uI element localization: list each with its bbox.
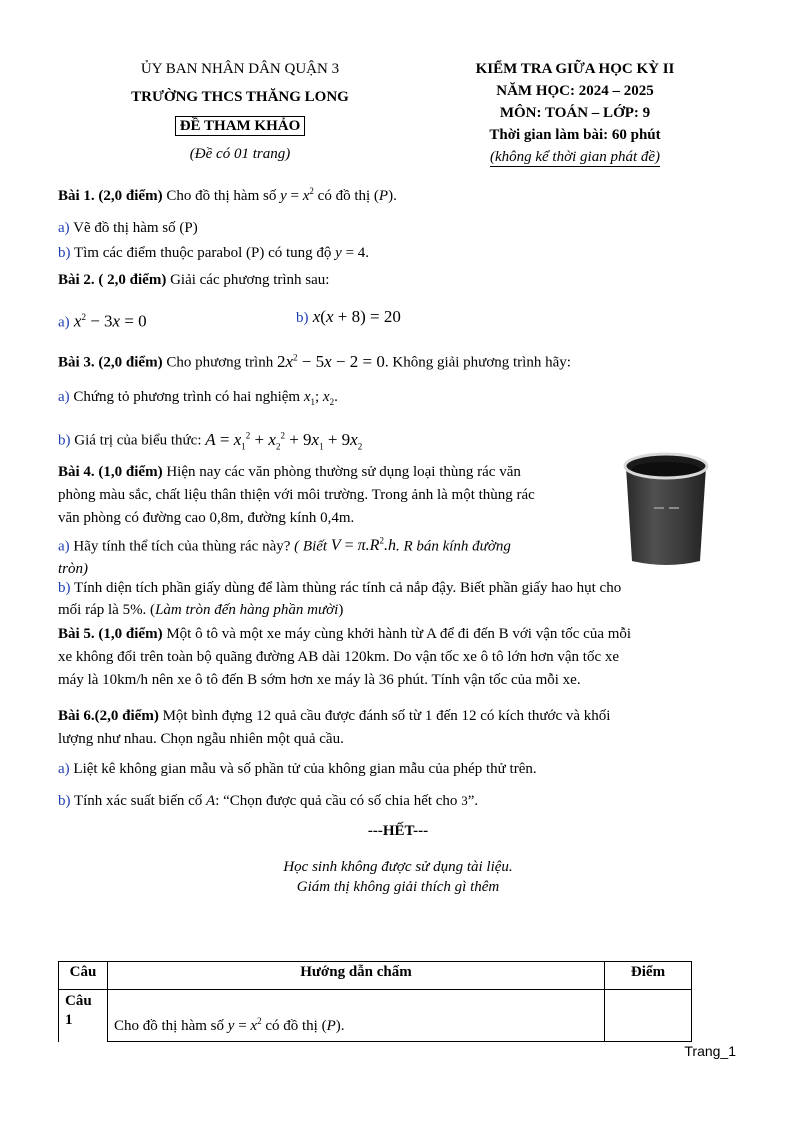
grading-table — [58, 961, 692, 1042]
bai4-intro: Bài 4. (1,0 điểm) Hiện nay các văn phòng thường sử dụng loại thùng rác văn phòng màu sắc, chất liệu thân thiện với môi trường. Trong ảnh là một thùng rác văn phòng có đường cao 0,8m, đường kính 0,4m. a) Hãy tính thể tích của thùng rác này? ( Biết $V = \pi.R^2.h$. R bán kính đường tròn) — [58, 464, 535, 578]
bai1-intro: Bài 1. (2,0 điểm) Cho đồ thị hàm số $y = x^2$ có đồ thị (P). — [58, 186, 397, 204]
bai6-intro: Bài 6.(2,0 điểm) Một bình đựng 12 quả cầu được đánh số từ 1 đến 12 có kích thước và khối lượng như nhau. Chọn ngẫu nhiên một quả cầu. — [58, 708, 611, 747]
row-content-1: Cho đồ thị hàm số $y = x^2$ có đồ thị (P). — [108, 990, 605, 1042]
exam-title: KIỂM TRA GIỮA HỌC KỲ II — [475, 61, 675, 77]
row-cau-1: Câu 1 — [59, 990, 108, 1042]
end-notes: Học sinh không được sử dụng tài liệu. Giám thị không giải thích gì thêm — [283, 859, 513, 895]
col-diem: Điểm — [605, 962, 692, 990]
school-year: NĂM HỌC: 2024 – 2025 — [496, 83, 654, 99]
bai5: Bài 5. (1,0 điểm) Một ô tô và một xe máy cùng khởi hành từ A để đi đến B với vận tốc của mỗi xe không đổi trên toàn bộ quãng đường AB dài 120km. Do vận tốc xe ô tô lớn hơn vận tốc xe máy là 10km/h nên xe ô tô đến B sớm hơn xe máy là 36 phút. Tính vận tốc của mỗi xe. — [58, 626, 632, 688]
bai3-b: b) Giá trị của biểu thức: $A = x_1^2 + x_2^2 + 9x_1 + 9x_2$ — [58, 429, 363, 452]
col-cau: Câu — [59, 962, 108, 990]
header-right — [430, 58, 720, 168]
row-score-1 — [605, 990, 692, 1042]
subject: MÔN: TOÁN – LỚP: 9 — [499, 105, 651, 121]
duration-note: (không kể thời gian phát đề) — [489, 149, 661, 165]
bai3-intro: Bài 3. (2,0 điểm) Cho phương trình $2x^2 - 5x - 2 = 0$. Không giải phương trình hãy: — [58, 351, 571, 371]
table-header-row — [59, 962, 692, 990]
end-mark: ---HẾT--- — [367, 823, 429, 839]
formula-y-x2: y — [280, 188, 287, 204]
bai3-a: a) Chứng tỏ phương trình có hai nghiệm $x_1$; $x_2$. — [58, 389, 338, 407]
trash-bin-image — [620, 449, 712, 569]
table-row — [59, 990, 692, 1042]
school-name: TRƯỜNG THCS THĂNG LONG — [131, 89, 349, 105]
header-left — [100, 58, 380, 164]
bai1-b: b) Tìm các điểm thuộc parabol (P) có tung độ y = 4. — [58, 245, 370, 261]
district-name: ỦY BAN NHÂN DÂN QUẬN 3 — [140, 61, 340, 77]
col-huong-dan: Hướng dẫn chấm — [108, 962, 605, 990]
bai2-equations: a) $x^2 - 3x = 0$ b) x(x + 8) = 20 — [58, 307, 401, 331]
page-count-note: (Đề có 01 trang) — [189, 146, 291, 162]
bai2-intro: Bài 2. ( 2,0 điểm) Giải các phương trình sau: — [58, 272, 330, 288]
bai4-b: b) Tính diện tích phần giấy dùng để làm thùng rác tính cả nắp đậy. Biết phần giấy hao hụt cho mối ráp là 5%. (Làm tròn đến hàng phần mười) — [58, 580, 622, 618]
page-number: Trang_1 — [684, 1043, 736, 1059]
bai6-a: a) Liệt kê không gian mẫu và số phần tử của không gian mẫu của phép thử trên. — [58, 761, 537, 777]
bai1-a: a) Vẽ đồ thị hàm số (P) — [58, 220, 198, 236]
bai6-b: b) Tính xác suất biến cố A: “Chọn được quả cầu có số chia hết cho 3”. — [58, 793, 479, 809]
exam-type-box: ĐỀ THAM KHẢO — [175, 116, 306, 136]
duration: Thời gian làm bài: 60 phút — [489, 127, 661, 143]
